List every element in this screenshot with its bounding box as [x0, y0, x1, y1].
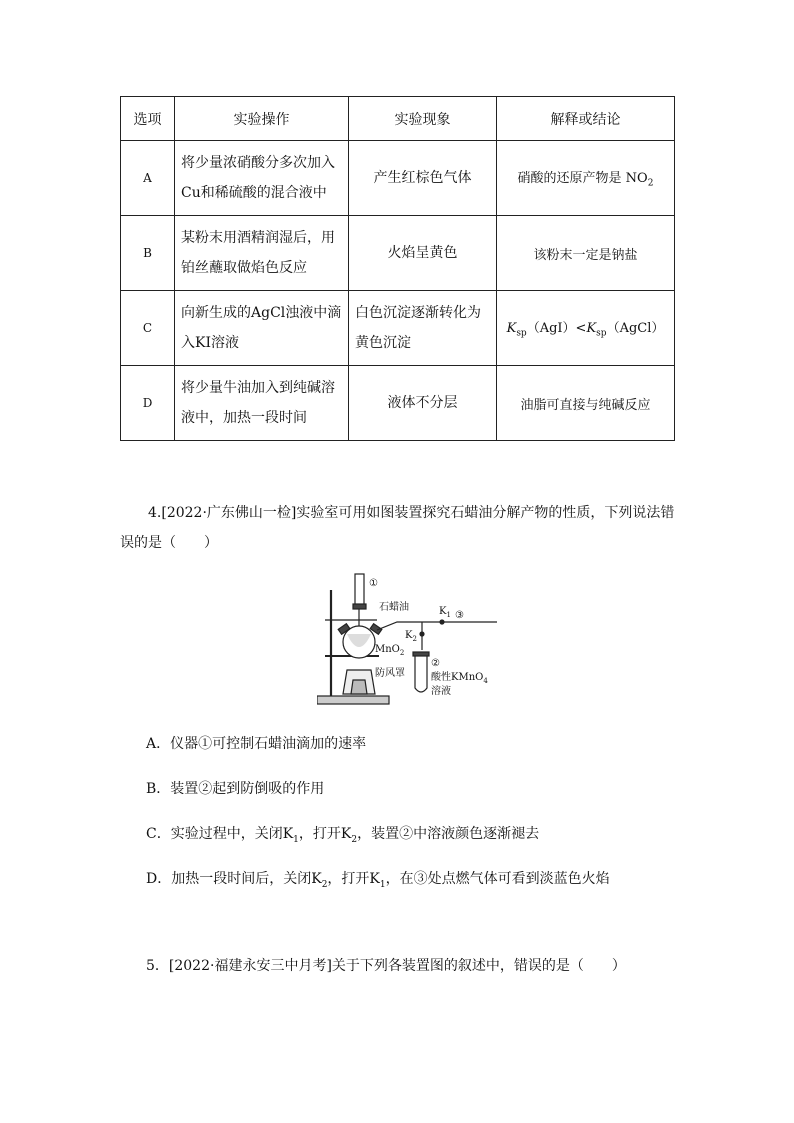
option-b: B．装置②起到防倒吸的作用 — [146, 781, 325, 797]
test-tube — [415, 654, 427, 692]
operation-cell — [175, 366, 349, 441]
operation-line: 液中，加热一段时间 — [181, 410, 307, 426]
operation-line: 铂丝蘸取做焰色反应 — [181, 260, 307, 276]
operation-line: 入KI溶液 — [181, 335, 239, 351]
operation-cell — [175, 291, 349, 366]
option-text: ，打开K — [327, 871, 380, 887]
k2-symbol: K — [405, 630, 413, 641]
option-a: A．仪器①可控制石蜡油滴加的速率 — [146, 736, 367, 752]
option-subscript: 2 — [321, 879, 328, 890]
alcohol-burner — [351, 680, 367, 694]
option-subscript: 1 — [293, 834, 299, 845]
table-row-b — [121, 216, 675, 291]
experiment-table — [120, 96, 675, 441]
valve-k2 — [420, 632, 424, 636]
option-text: D．加热一段时间后，关闭K — [146, 871, 322, 887]
option-text: ，在③处点燃气体可看到淡蓝色火焰 — [385, 871, 610, 887]
phenomenon-cell: 液体不分层 — [349, 366, 497, 441]
apparatus-figure — [317, 570, 507, 710]
mno2-formula: MnO — [375, 644, 400, 655]
conclusion-cell — [497, 291, 675, 366]
operation-line: Cu和稀硫酸的混合液中 — [181, 185, 327, 201]
table-row-a — [121, 141, 675, 216]
conclusion-text: 硝酸的还原产物是 NO — [517, 171, 648, 187]
option-cell: D — [121, 366, 175, 441]
option-subscript: 1 — [379, 879, 386, 890]
ksp-subscript: sp — [596, 328, 607, 339]
test-tube-stopper — [413, 652, 429, 656]
operation-line: 某粉末用酒精润湿后，用 — [181, 230, 335, 246]
header-operation: 实验操作 — [175, 97, 349, 141]
operation-cell — [175, 141, 349, 216]
phenomenon-cell — [349, 291, 497, 366]
operation-line: 将少量浓硝酸分多次加入 — [181, 155, 335, 171]
phenomenon-cell: 火焰呈黄色 — [349, 216, 497, 291]
k1-symbol: K — [439, 606, 447, 617]
label-paraffin: 石蜡油 — [379, 602, 409, 613]
operation-line: 将少量牛油加入到纯碱溶 — [181, 380, 335, 396]
operation-line: 向新生成的AgCl浊液中滴 — [181, 305, 342, 321]
stand-base — [317, 696, 389, 704]
label-k2 — [405, 630, 417, 643]
conclusion-cell: 油脂可直接与纯碱反应 — [497, 366, 675, 441]
kmno4-formula: 酸性KMnO — [431, 672, 484, 683]
label-2: ② — [431, 658, 440, 669]
option-cell: C — [121, 291, 175, 366]
label-kmno4 — [431, 670, 488, 685]
option-cell: A — [121, 141, 175, 216]
phenomenon-line: 白色沉淀逐渐转化为 — [355, 305, 481, 321]
question-5-stem: 5．[2022·福建永安三中月考]关于下列各装置图的叙述中，错误的是（ ） — [146, 958, 626, 974]
operation-cell — [175, 216, 349, 291]
k2-subscript: 2 — [412, 635, 417, 643]
label-windshield: 防风罩 — [375, 668, 405, 679]
valve-k1 — [440, 620, 444, 624]
option-text: ，装置②中溶液颜色逐渐褪去 — [357, 826, 540, 842]
label-k1 — [439, 606, 451, 619]
funnel-stopcock — [353, 604, 366, 609]
option-subscript: 2 — [351, 834, 358, 845]
ksp-subscript: sp — [516, 328, 527, 339]
mno2-subscript: 2 — [399, 649, 405, 657]
gas-tube — [377, 622, 497, 630]
dropping-funnel — [355, 574, 364, 608]
label-solution: 溶液 — [431, 686, 451, 697]
label-1: ① — [369, 578, 378, 589]
ksp-symbol: K — [586, 321, 597, 337]
conclusion-text: （AgCl） — [606, 321, 665, 337]
option-text: C．实验过程中，关闭K — [146, 826, 294, 842]
k1-subscript: 1 — [446, 611, 451, 619]
conclusion-cell — [497, 141, 675, 216]
question-4-stem: 4.[2022·广东佛山一检]实验室可用如图装置探究石蜡油分解产物的性质，下列说法错误的是（ ） — [120, 505, 675, 551]
label-mno2 — [375, 644, 404, 657]
conclusion-text: （AgI）< — [526, 321, 587, 337]
conclusion-subscript: 2 — [647, 178, 654, 189]
ksp-symbol: K — [506, 321, 517, 337]
phenomenon-line: 黄色沉淀 — [355, 335, 411, 351]
option-c — [146, 823, 539, 845]
kmno4-subscript: 4 — [483, 677, 488, 685]
phenomenon-cell: 产生红棕色气体 — [349, 141, 497, 216]
label-3: ③ — [455, 610, 464, 621]
header-option: 选项 — [121, 97, 175, 141]
table-row-d — [121, 366, 675, 441]
table-header-row — [121, 97, 675, 141]
option-cell: B — [121, 216, 175, 291]
option-d — [146, 868, 610, 890]
conclusion-cell: 该粉末一定是钠盐 — [497, 216, 675, 291]
header-conclusion: 解释或结论 — [497, 97, 675, 141]
header-phenomenon: 实验现象 — [349, 97, 497, 141]
table-row-c — [121, 291, 675, 366]
option-text: ，打开K — [298, 826, 352, 842]
